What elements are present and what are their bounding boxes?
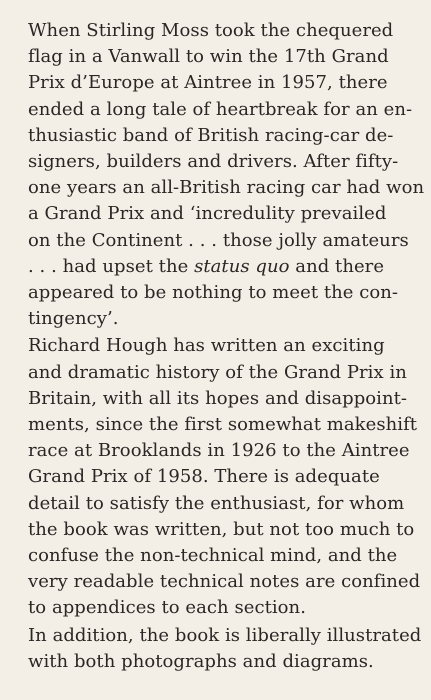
- text-segment: and there: [289, 255, 385, 277]
- text-line: confuse the non-technical mind, and the: [28, 545, 398, 567]
- paragraph-2: [28, 333, 421, 621]
- text-line: with both photographs and diagrams.: [28, 650, 374, 672]
- paragraph-1: [28, 18, 425, 332]
- text-line: Grand Prix of 1958. There is adequate: [28, 466, 380, 488]
- text-segment: . . . had upset the: [28, 255, 195, 277]
- text-line: a Grand Prix and ‘incredulity prevailed: [28, 203, 387, 225]
- text-line: Richard Hough has written an exciting: [28, 335, 385, 357]
- text-line: and dramatic history of the Grand Prix in: [28, 361, 407, 383]
- text-line: tingency’.: [28, 308, 119, 330]
- text-line: detail to satisfy the enthusiast, for whom: [28, 492, 405, 514]
- text-line: race at Brooklands in 1926 to the Aintree: [28, 440, 410, 462]
- text-line: Prix d’Europe at Aintree in 1957, there: [28, 72, 388, 94]
- text-line: ended a long tale of heartbreak for an en-: [28, 98, 413, 120]
- text-line: ments, since the first somewhat makeshift: [28, 414, 418, 436]
- text-line: the book was written, but not too much to: [28, 518, 415, 540]
- paragraph-3: [28, 623, 422, 675]
- text-line: appeared to be nothing to meet the con-: [28, 282, 399, 304]
- text-line: thusiastic band of British racing-car de-: [28, 124, 394, 146]
- text-line-with-italic: [28, 254, 418, 280]
- text-line: Britain, with all its hopes and disappoint-: [28, 387, 408, 409]
- text-line: one years an all-British racing car had won: [28, 177, 425, 199]
- text-line: When Stirling Moss took the chequered: [28, 20, 394, 41]
- text-line: on the Continent . . . those jolly amateurs: [28, 229, 409, 251]
- italic-phrase: status quo: [194, 255, 290, 277]
- text-line: signers, builders and drivers. After fifty-: [28, 151, 399, 173]
- text-line: In addition, the book is liberally illustrated: [28, 624, 422, 646]
- blurb-text: [28, 18, 425, 675]
- text-line: to appendices to each section.: [28, 597, 306, 619]
- text-line: flag in a Vanwall to win the 17th Grand: [28, 46, 389, 68]
- text-line: very readable technical notes are confined: [28, 571, 421, 593]
